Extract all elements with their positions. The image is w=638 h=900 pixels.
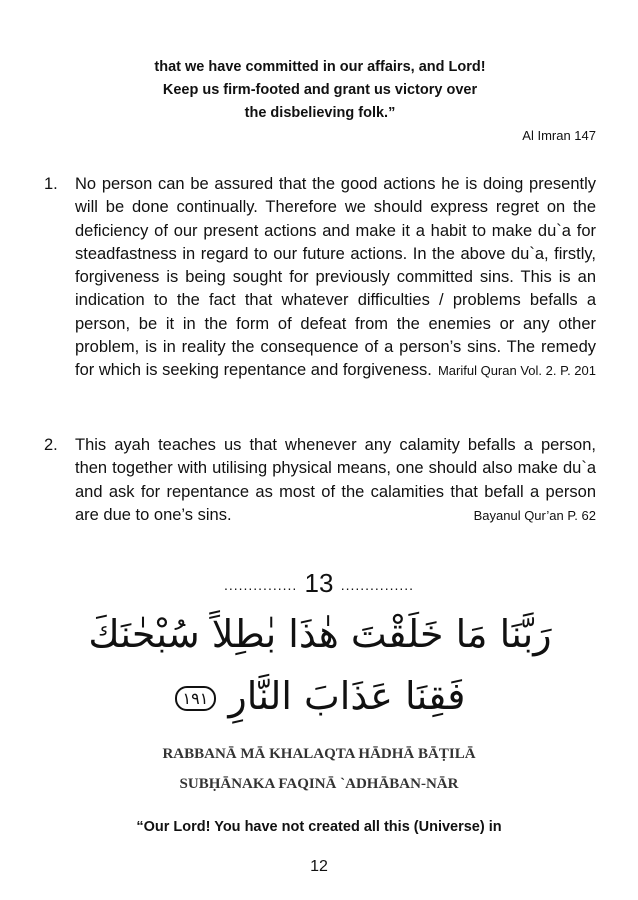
transliteration-line-2: SUBḤĀNAKA FAQINĀ `ADHĀBAN-NĀR xyxy=(179,776,459,792)
quote-reference: Al Imran 147 xyxy=(522,128,596,143)
quote-line-3: the disbelieving folk.” xyxy=(244,105,396,121)
commentary-item-2 xyxy=(44,434,596,527)
heading-dots-left: ............... xyxy=(223,577,298,594)
commentary-item-1 xyxy=(44,173,596,383)
opening-quote xyxy=(60,56,580,125)
item-text: No person can be assured that the good actions he is doing presently will be done continually. Therefore we should express regret on the deficiency of our present actions and make it a habit to make du`a for steadfastness in regard to our future actions. In the above du`a, firstly, forgiveness is being sought for previously committed sins. This is an indication to the fact that whatever difficulties / problems befalls a person, be it in the form of defeat from the enemies or any other problem, is in reality the consequence of a person’s sins. The remedy for which is seeking repentance and forgiveness. xyxy=(75,175,596,380)
page-number: 12 xyxy=(310,858,328,875)
item-text: This ayah teaches us that whenever any calamity befalls a person, then together with utilising physical means, one should also make du`a and ask for repentance as most of the calamities that befall a person are due to one’s sins. xyxy=(75,436,596,524)
quote-line-2: Keep us firm-footed and grant us victory over xyxy=(162,82,478,98)
translation-start: “Our Lord! You have not created all this (Universe) in xyxy=(136,819,502,835)
dua-number: 13 xyxy=(304,568,334,598)
item-source: Bayanul Qur’an P. 62 xyxy=(473,507,596,523)
item-number: 1. xyxy=(44,175,58,193)
heading-dots-right: ............... xyxy=(340,577,415,594)
dua-heading xyxy=(0,568,638,599)
item-source: Mariful Quran Vol. 2. P. 201 xyxy=(437,363,596,379)
item-number: 2. xyxy=(44,436,58,454)
ayah-end-marker: ١٩١ xyxy=(175,686,217,711)
arabic-text: فَقِنَا عَذَابَ النَّارِ xyxy=(228,674,466,718)
transliteration-line-1: RABBANĀ MĀ KHALAQTA HĀDHĀ BĀṬILĀ xyxy=(162,746,476,762)
arabic-line-1: رَبَّنَا مَا خَلَقْتَ هٰذَا بٰطِلاً سُبْحٰنَكَ xyxy=(88,612,552,656)
arabic-line-2 xyxy=(80,674,560,718)
quote-line-1: that we have committed in our affairs, and Lord! xyxy=(154,59,486,75)
